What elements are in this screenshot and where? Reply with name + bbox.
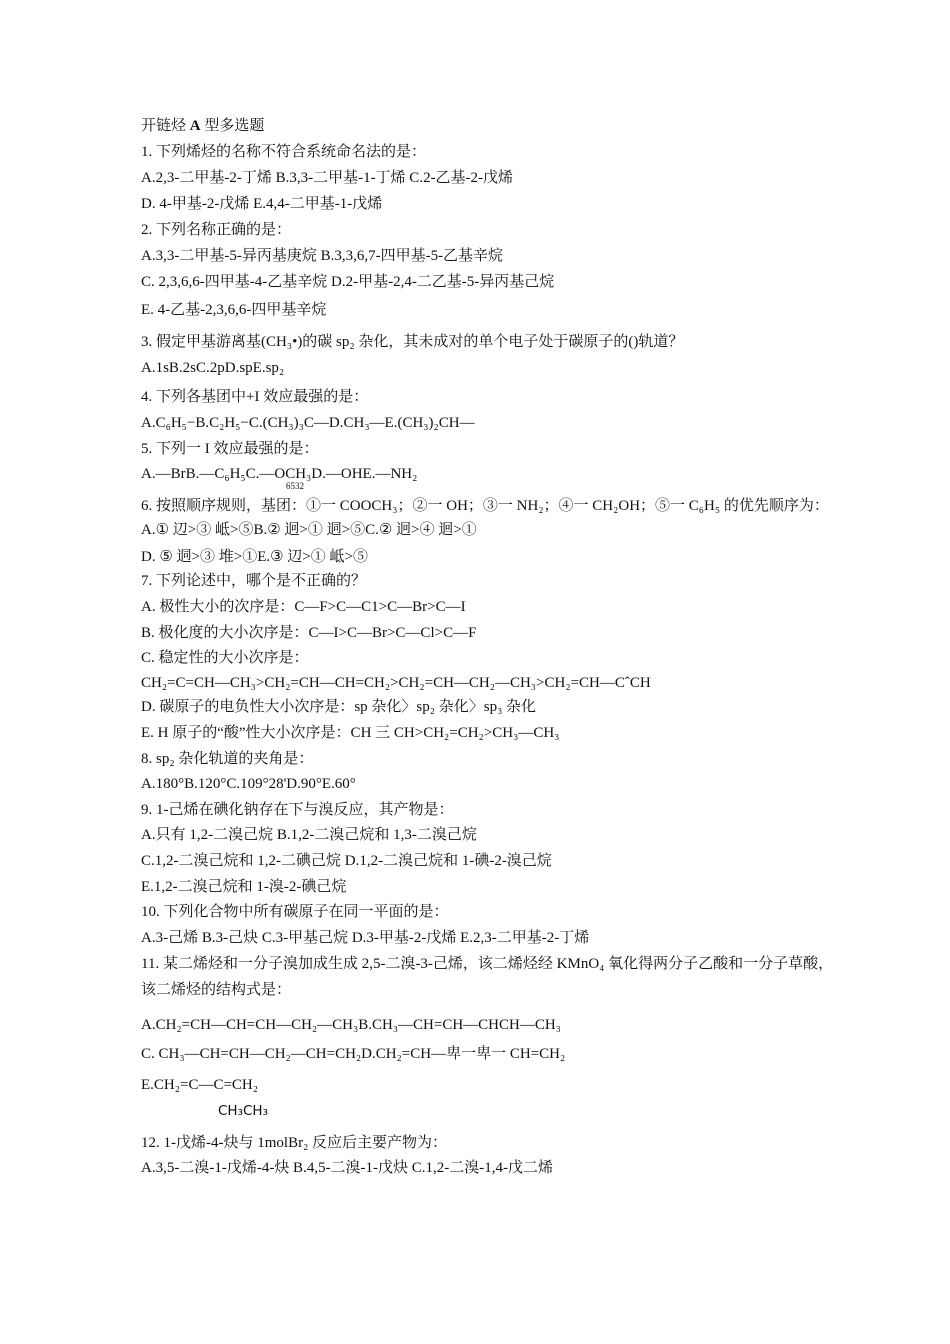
question-2-options: E. 4-乙基-2,3,6,6-四甲基辛烷 — [141, 302, 327, 318]
question-1-options: A.2,3-二甲基-2-丁烯 B.3,3-二甲基-1-丁烯 C.2-乙基-2-戊烯 — [141, 170, 514, 186]
question-7-option-a: A. 极性大小的次序是：C—F>C—C1>C—Br>C—I — [141, 599, 466, 615]
title-suffix: 型多选题 — [204, 118, 265, 134]
question-11: 11. 某二烯烃和一分子溴加成生成 2,5-二溴-3-己烯，该二烯烃经 KMnO₄ 氧化得两分子乙酸和一分子草酸， — [141, 956, 834, 972]
question-9-options: A.只有 1,2-二溴己烷 B.1,2-二溴己烷和 1,3-二溴己烷 — [141, 827, 477, 843]
question-7: 7. 下列论述中，哪个是不正确的？ — [141, 573, 367, 589]
question-3-options: A.1sB.2sC.2pD.spE.sp₂ — [141, 360, 285, 376]
question-8: 8. sp₂ 杂化轨道的夹角是： — [141, 751, 314, 767]
question-12: 12. 1-戊烯-4-炔与 1molBr₂ 反应后主要产物为： — [141, 1135, 448, 1151]
question-9-options: C.1,2-二溴己烷和 1,2-二碘己烷 D.1,2-二溴己烷和 1-碘-2-溴己烷 — [141, 853, 552, 869]
question-7-option-c-formula: CH₂=C=CH—CH₃>CH₂=CH—CH=CH₂>CH₂=CH—CH₂—CH₃>CH₂=CH—CˆCH — [141, 675, 651, 691]
title-bold: A — [189, 118, 201, 134]
question-9-options: E.1,2-二溴己烷和 1-溴-2-碘己烷 — [141, 879, 347, 895]
question-4: 4. 下列各基团中+I 效应最强的是： — [141, 389, 369, 405]
question-7-option-e: E. H 原子的“酸”性大小次序是：CH 三 CH>CH₂=CH₂>CH₃—CH₃ — [141, 725, 560, 741]
question-7-option-b: B. 极化度的大小次序是：C—I>C—Br>C—Cl>C—F — [141, 625, 477, 641]
question-7-option-c: C. 稳定性的大小次序是： — [141, 650, 309, 666]
question-10: 10. 下列化合物中所有碳原子在同一平面的是： — [141, 904, 449, 920]
title-prefix: 开链烃 — [141, 118, 187, 134]
question-11-options: A.CH₂=CH—CH=CH—CH₂—CH₃B.CH₃—CH=CH—CHCH—CH₃ — [141, 1017, 561, 1033]
question-6-options: A.① 辺>③ 岻>⑤B.② 迥>① 迵>⑤C.② 迥>④ 迴>① — [141, 522, 477, 538]
question-2-options: C. 2,3,6,6-四甲基-4-乙基辛烷 D.2-甲基-2,4-二乙基-5-异丙基己烷 — [141, 274, 555, 290]
question-2-options: A.3,3-二甲基-5-异丙基庚烷 B.3,3,6,7-四甲基-5-乙基辛烷 — [141, 248, 504, 264]
question-9: 9. 1-己烯在碘化钠存在下与溴反应，其产物是： — [141, 802, 454, 818]
question-5-subscript-note: 6532 — [286, 481, 304, 491]
question-1-options: D. 4-甲基-2-戊烯 E.4,4-二甲基-1-戊烯 — [141, 196, 383, 212]
question-4-options: A.C₆H₅−B.C₂H₅−C.(CH₃)₃C—D.CH₃—E.(CH₃)₂CH— — [141, 415, 475, 431]
section-title — [141, 117, 264, 135]
question-10-options: A.3-己烯 B.3-己炔 C.3-甲基己烷 D.3-甲基-2-戊烯 E.2,3-二甲基-2-丁烯 — [141, 930, 590, 946]
question-1: 1. 下列烯烃的名称不符合系统命名法的是： — [141, 144, 427, 160]
question-2: 2. 下列名称正确的是： — [141, 222, 292, 238]
question-5: 5. 下列一 I 效应最强的是： — [141, 441, 319, 457]
question-11-continued: 该二烯烃的结构式是： — [141, 982, 292, 998]
question-6: 6. 按照顺序规则，基团：①一 COOCH₃；②一 OH；③一 NH₂；④一 CH₂OH；⑤一 C₆H₅ 的优先顺序为： — [141, 498, 829, 514]
question-11-option-e: E.CH₂=C—C=CH₂ — [141, 1077, 258, 1093]
question-7-option-d: D. 碳原子的电负性大小次序是：sp 杂化〉sp₂ 杂化〉sp₃ 杂化 — [141, 699, 537, 715]
question-5-options: A.—BrB.—C₆H₅C.—OCH₃D.—OHE.—NH₂ — [141, 466, 418, 482]
question-11-options: C. CH₃—CH=CH—CH₂—CH=CH₂D.CH₂=CH—卑一卑一 CH=CH₂ — [141, 1046, 566, 1062]
question-11-option-e-substituents: CH₃CH₃ — [218, 1103, 268, 1119]
question-3: 3. 假定甲基游离基(CH₃•)的碳 sp₂ 杂化，其未成对的单个电子处于碳原子的()轨道？ — [141, 334, 684, 350]
question-12-options: A.3,5-二溴-1-戊烯-4-炔 B.4,5-二溴-1-戊炔 C.1,2-二溴-1,4-戊二烯 — [141, 1160, 554, 1176]
question-8-options: A.180°B.120°C.109°28'D.90°E.60° — [141, 776, 356, 792]
question-6-options: D. ⑤ 迵>③ 堆>①E.③ 辺>① 岻>⑤ — [141, 549, 368, 565]
